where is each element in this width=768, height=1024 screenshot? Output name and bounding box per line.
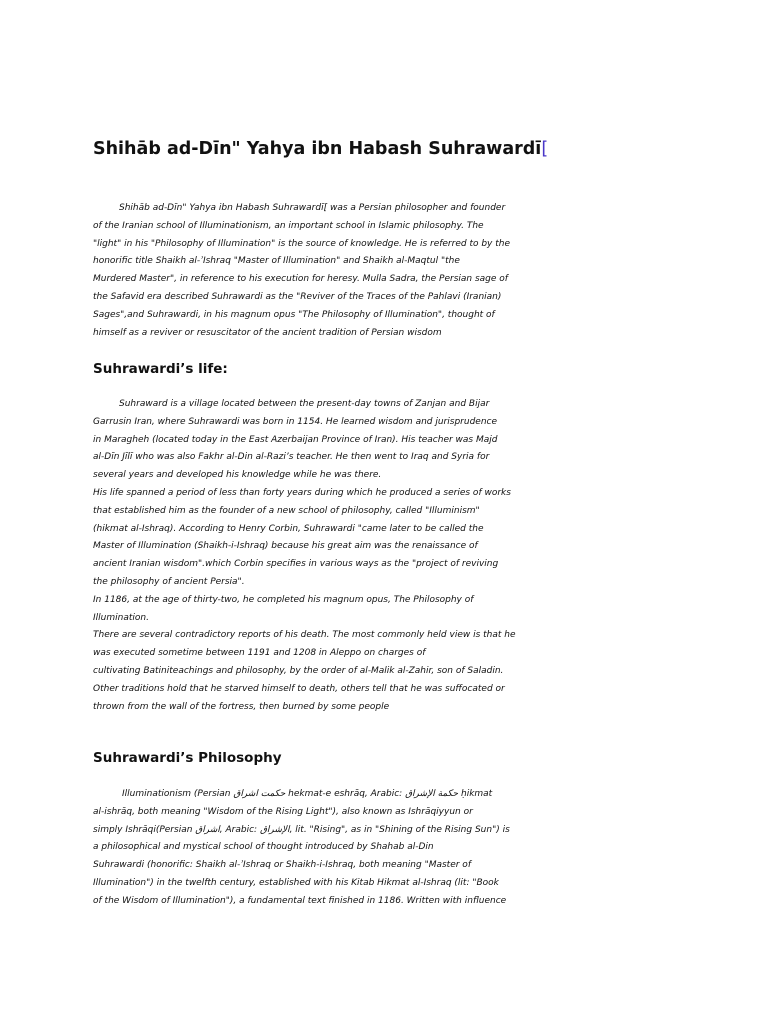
life-heading: Suhrawardi’s life:	[93, 361, 228, 377]
paragraph-line: al-Dīn Jīlī who was also Fakhr al-Din al-Razi’s teacher. He then went to Iraq and Syria for	[93, 452, 490, 463]
paragraph-line: al-ishrāq, both meaning "Wisdom of the Rising Light"), also known as Ishrāqiyyun or	[93, 806, 473, 817]
paragraph-line: Illuminationism (Persian حکمت اشراق hekmat-e eshrāq, Arabic: حكمة الإشراق ḥikmat	[122, 789, 493, 799]
paragraph-line: "light" in his "Philosophy of Illumination" is the source of knowledge. He is referred to by the	[93, 238, 511, 249]
paragraph-line: Suhrawardi (honorific: Shaikh al-ʾIshraq or Shaikh-i-Ishraq, both meaning "Master of	[93, 860, 471, 871]
paragraph-line: Illumination.	[93, 612, 149, 623]
paragraph-line: the philosophy of ancient Persia".	[93, 576, 245, 587]
paragraph-line: a philosophical and mystical school of thought introduced by Shahab al-Din	[93, 842, 434, 853]
paragraph-line: His life spanned a period of less than forty years during which he produced a series of works	[93, 487, 511, 498]
title-bracket: [	[541, 139, 549, 159]
paragraph-line: Illumination") in the twelfth century, established with his Kitab Hikmat al-Ishraq (lit: "Book	[93, 877, 499, 888]
paragraph-line: honorific title Shaikh al-ʾIshraq "Master of Illumination" and Shaikh al-Maqtul "the	[93, 256, 460, 267]
intro-paragraph	[93, 200, 693, 342]
paragraph-line: thrown from the wall of the fortress, then burned by some people	[93, 701, 390, 712]
document-title	[93, 138, 548, 160]
paragraph-line: of the Iranian school of Illuminationism, an important school in Islamic philosophy. The	[93, 220, 484, 231]
paragraph-line: ancient Iranian wisdom".which Corbin specifies in various ways as the "project of reviving	[93, 559, 499, 570]
paragraph-line: Murdered Master", in reference to his execution for heresy. Mulla Sadra, the Persian sage of	[93, 274, 508, 285]
paragraph-line: Other traditions hold that he starved himself to death, others tell that he was suffocated or	[93, 683, 505, 694]
philosophy-heading: Suhrawardi’s Philosophy	[93, 750, 282, 766]
paragraph-line: Suhraward is a village located between the present-day towns of Zanjan and Bijar	[119, 399, 490, 409]
paragraph-line: several years and developed his knowledge while he was there.	[93, 470, 382, 481]
paragraph-line: was executed sometime between 1191 and 1208 in Aleppo on charges of	[93, 648, 426, 659]
paragraph-line: Master of Illumination (Shaikh-i-Ishraq) because his great aim was the renaissance of	[93, 541, 478, 552]
paragraph-line: There are several contradictory reports of his death. The most commonly held view is that he	[93, 630, 516, 641]
life-paragraph	[93, 396, 693, 716]
paragraph-line: Garrusin Iran, where Suhrawardi was born in 1154. He learned wisdom and jurisprudence	[93, 416, 498, 427]
paragraph-line: simply Ishrāqi(Persian اشراق, Arabic: الإشراق, lit. "Rising", as in "Shining of the Rising Sun") is	[93, 824, 510, 835]
paragraph-line: that established him as the founder of a new school of philosophy, called "Illuminism"	[93, 505, 480, 516]
paragraph-line: of the Wisdom of Illumination"), a fundamental text finished in 1186. Written with influence	[93, 895, 507, 906]
paragraph-line: himself as a reviver or resuscitator of the ancient tradition of Persian wisdom	[93, 327, 442, 338]
paragraph-line: in Maragheh (located today in the East Azerbaijan Province of Iran). His teacher was Majd	[93, 434, 498, 445]
philosophy-paragraph	[93, 786, 693, 911]
paragraph-line: cultivating Batiniteachings and philosophy, by the order of al-Malik al-Zahir, son of Saladin.	[93, 665, 504, 676]
paragraph-line: In 1186, at the age of thirty-two, he completed his magnum opus, The Philosophy of	[93, 594, 474, 605]
paragraph-line: (hikmat al-Ishraq). According to Henry Corbin, Suhrawardi "came later to be called the	[93, 523, 484, 534]
paragraph-line: Sages",and Suhrawardi, in his magnum opus "The Philosophy of Illumination", thought of	[93, 309, 495, 320]
paragraph-line: Shihāb ad-Dīn" Yahya ibn Habash Suhrawardī[ was a Persian philosopher and founder	[119, 203, 506, 213]
paragraph-line: the Safavid era described Suhrawardi as the "Reviver of the Traces of the Pahlavi (Iranian)	[93, 291, 502, 302]
title-text: Shihāb ad-Dīn" Yahya ibn Habash Suhrawardī	[93, 139, 542, 159]
